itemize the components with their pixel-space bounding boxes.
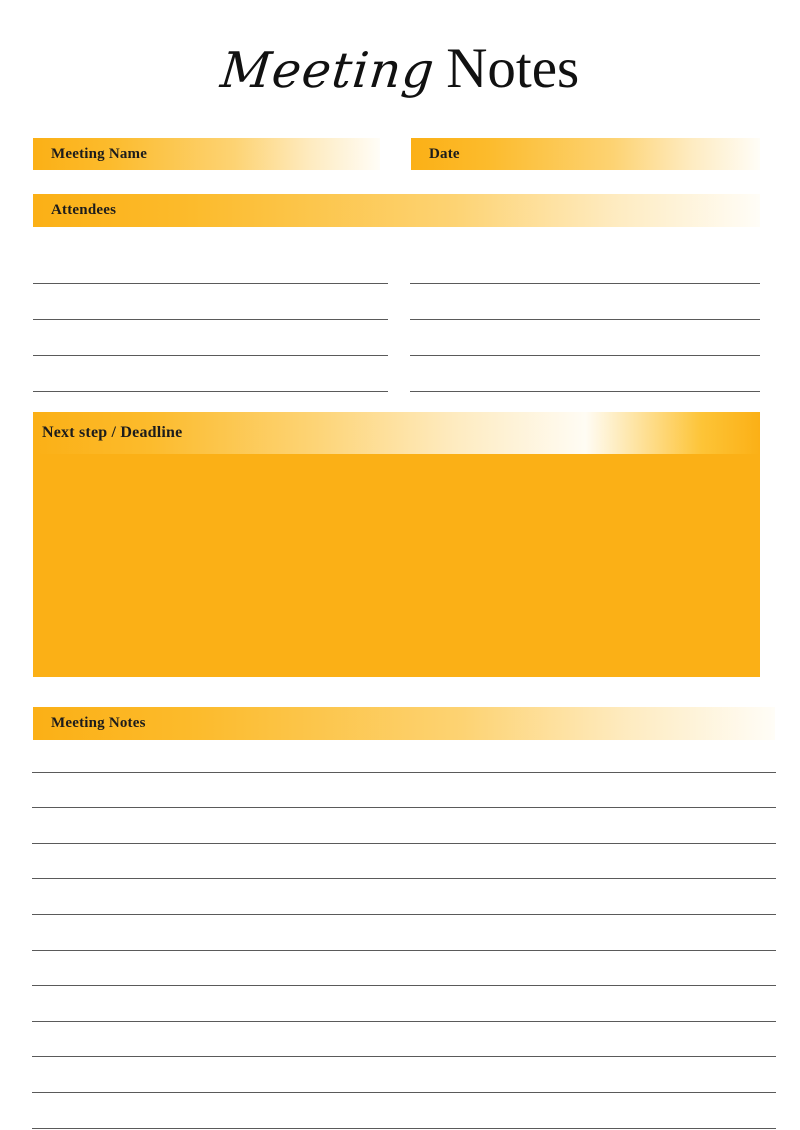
attendee-line[interactable] <box>410 248 760 284</box>
meeting-name-field[interactable] <box>33 138 380 170</box>
attendee-line[interactable] <box>33 356 388 392</box>
page-title <box>0 36 800 101</box>
next-step-block <box>33 412 760 677</box>
note-line[interactable] <box>32 1022 776 1058</box>
note-line[interactable] <box>32 737 776 773</box>
date-label: Date <box>429 145 460 162</box>
attendee-line[interactable] <box>33 284 388 320</box>
meeting-notes-lines <box>32 737 776 1129</box>
note-line[interactable] <box>32 773 776 809</box>
attendees-lines-left <box>33 248 388 392</box>
attendee-line[interactable] <box>410 320 760 356</box>
meeting-name-label: Meeting Name <box>51 145 148 162</box>
next-step-header <box>33 412 760 454</box>
attendee-line[interactable] <box>33 320 388 356</box>
attendees-label: Attendees <box>51 202 117 218</box>
note-line[interactable] <box>32 951 776 987</box>
note-line[interactable] <box>32 844 776 880</box>
page-title-script: Meeting <box>217 42 438 99</box>
note-line[interactable] <box>32 1093 776 1129</box>
attendees-lines-right <box>410 248 760 392</box>
note-line[interactable] <box>32 808 776 844</box>
note-line[interactable] <box>32 915 776 951</box>
attendees-field[interactable] <box>33 194 760 227</box>
page-title-serif: Notes <box>446 37 580 100</box>
date-field[interactable] <box>411 138 760 170</box>
attendee-line[interactable] <box>410 356 760 392</box>
note-line[interactable] <box>32 879 776 915</box>
note-line[interactable] <box>32 1057 776 1093</box>
next-step-input-area[interactable] <box>33 454 760 677</box>
attendee-line[interactable] <box>410 284 760 320</box>
meeting-notes-label: Meeting Notes <box>51 715 146 731</box>
note-line[interactable] <box>32 986 776 1022</box>
meeting-notes-field[interactable] <box>33 707 775 740</box>
next-step-label: Next step / Deadline <box>42 424 183 441</box>
attendee-line[interactable] <box>33 248 388 284</box>
